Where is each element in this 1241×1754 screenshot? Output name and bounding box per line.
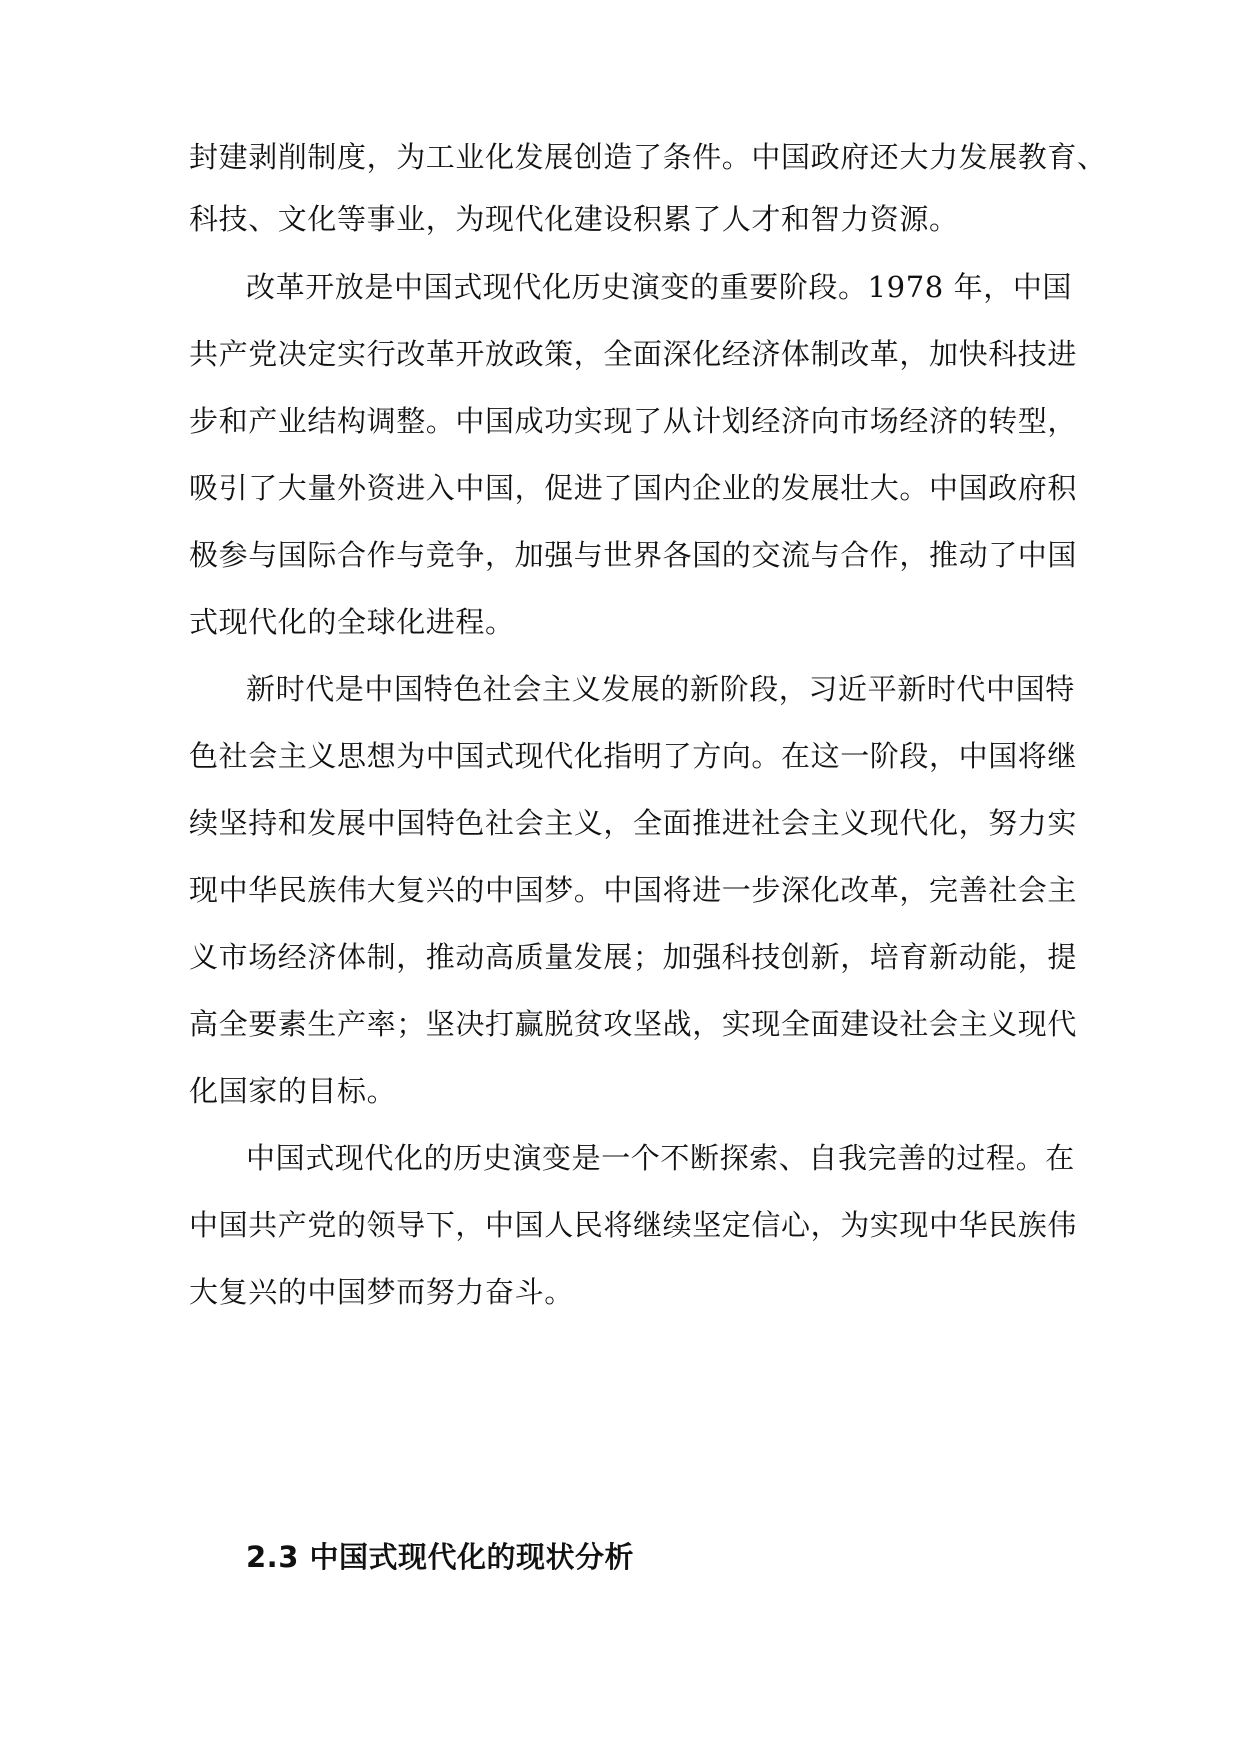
- paragraph-4-line-2: 中国共产党的领导下，中国人民将继续坚定信心，为实现中华民族伟: [189, 1208, 1078, 1242]
- paragraph-2-line-2: 共产党决定实行改革开放政策，全面深化经济体制改革，加快科技进: [189, 337, 1078, 371]
- paragraph-3-line-2: 色社会主义思想为中国式现代化指明了方向。在这一阶段，中国将继: [189, 739, 1078, 773]
- paragraph-1-line-1: 封建剥削制度，为工业化发展创造了条件。中国政府还大力发展教育、: [189, 140, 1107, 174]
- paragraph-3-line-6: 高全要素生产率；坚决打赢脱贫攻坚战，实现全面建设社会主义现代: [189, 1007, 1078, 1041]
- paragraph-4-line-1: 中国式现代化的历史演变是一个不断探索、自我完善的过程。在: [246, 1141, 1075, 1175]
- paragraph-3-line-1: 新时代是中国特色社会主义发展的新阶段，习近平新时代中国特: [246, 672, 1075, 706]
- paragraph-2-line-4: 吸引了大量外资进入中国，促进了国内企业的发展壮大。中国政府积: [189, 471, 1078, 505]
- paragraph-3-line-7: 化国家的目标。: [189, 1074, 397, 1108]
- paragraph-2-line-6: 式现代化的全球化进程。: [189, 605, 515, 639]
- paragraph-4-line-3: 大复兴的中国梦而努力奋斗。: [189, 1275, 574, 1309]
- paragraph-2-line-3: 步和产业结构调整。中国成功实现了从计划经济向市场经济的转型，: [189, 404, 1078, 438]
- paragraph-3-line-5: 义市场经济体制，推动高质量发展；加强科技创新，培育新动能，提: [189, 940, 1078, 974]
- paragraph-1-line-2: 科技、文化等事业，为现代化建设积累了人才和智力资源。: [189, 202, 959, 236]
- paragraph-3-line-4: 现中华民族伟大复兴的中国梦。中国将进一步深化改革，完善社会主: [189, 873, 1078, 907]
- paragraph-2-line-1: 改革开放是中国式现代化历史演变的重要阶段。1978 年，中国: [246, 270, 1073, 304]
- section-heading: 2.3 中国式现代化的现状分析: [246, 1540, 634, 1574]
- paragraph-2-line-5: 极参与国际合作与竞争，加强与世界各国的交流与合作，推动了中国: [189, 538, 1078, 572]
- paragraph-3-line-3: 续坚持和发展中国特色社会主义，全面推进社会主义现代化，努力实: [189, 806, 1078, 840]
